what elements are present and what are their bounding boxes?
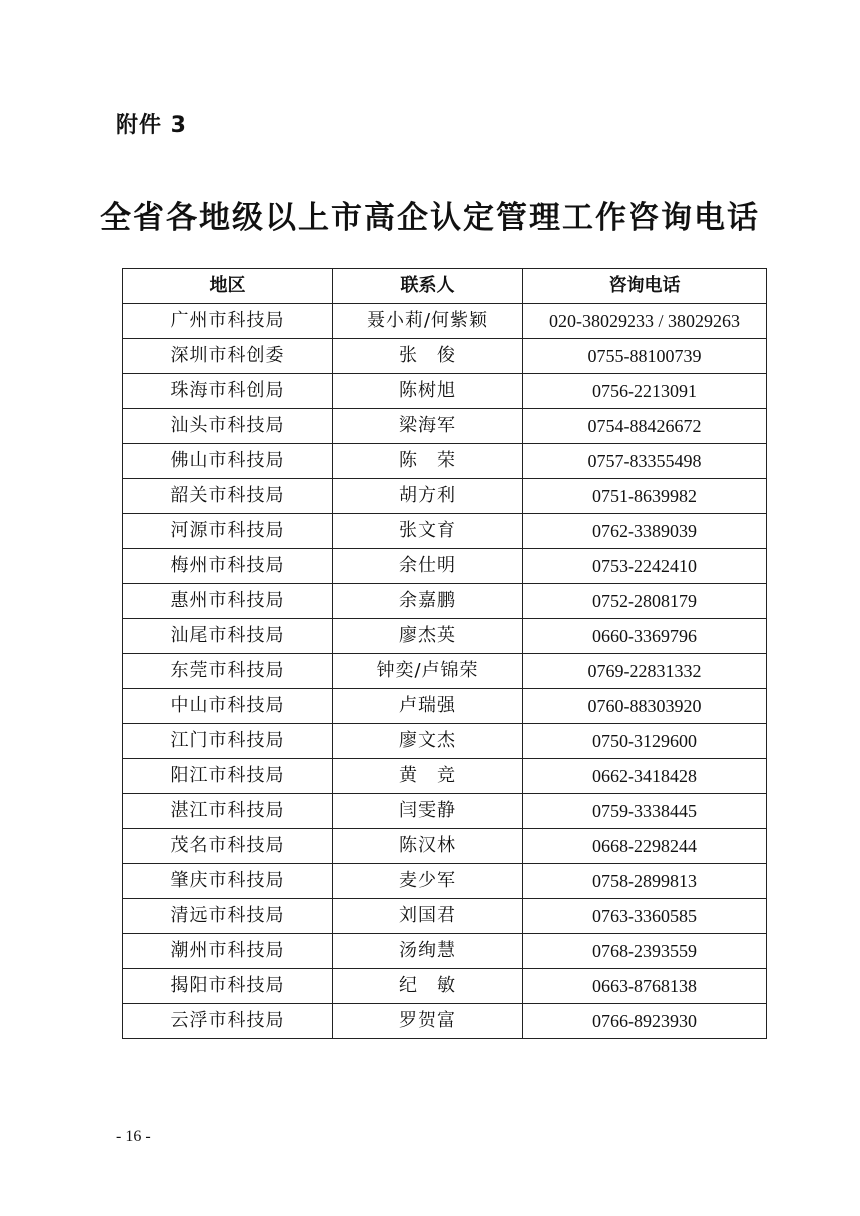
region-cell: 惠州市科技局 xyxy=(123,584,333,619)
region-cell: 珠海市科创局 xyxy=(123,374,333,409)
table-row xyxy=(123,899,767,934)
region-cell: 深圳市科创委 xyxy=(123,339,333,374)
table-row xyxy=(123,794,767,829)
table-row xyxy=(123,584,767,619)
phone-cell: 0756-2213091 xyxy=(523,374,767,409)
phone-cell: 0750-3129600 xyxy=(523,724,767,759)
table-row xyxy=(123,829,767,864)
region-cell: 汕尾市科技局 xyxy=(123,619,333,654)
table-row xyxy=(123,969,767,1004)
region-cell: 汕头市科技局 xyxy=(123,409,333,444)
phone-cell: 0760-88303920 xyxy=(523,689,767,724)
region-cell: 揭阳市科技局 xyxy=(123,969,333,1004)
region-cell: 阳江市科技局 xyxy=(123,759,333,794)
table-row xyxy=(123,409,767,444)
contact-cell: 廖杰英 xyxy=(333,619,523,654)
table-row xyxy=(123,304,767,339)
phone-cell: 0751-8639982 xyxy=(523,479,767,514)
phone-cell: 0660-3369796 xyxy=(523,619,767,654)
phone-cell: 0668-2298244 xyxy=(523,829,767,864)
table-row xyxy=(123,759,767,794)
region-cell: 湛江市科技局 xyxy=(123,794,333,829)
table-row xyxy=(123,1004,767,1039)
contact-cell: 梁海军 xyxy=(333,409,523,444)
contact-cell: 余仕明 xyxy=(333,549,523,584)
contact-cell: 纪 敏 xyxy=(333,969,523,1004)
contact-cell: 陈 荣 xyxy=(333,444,523,479)
contact-cell: 张 俊 xyxy=(333,339,523,374)
phone-cell: 0762-3389039 xyxy=(523,514,767,549)
region-cell: 佛山市科技局 xyxy=(123,444,333,479)
contact-cell: 麦少军 xyxy=(333,864,523,899)
contact-cell: 张文育 xyxy=(333,514,523,549)
region-cell: 肇庆市科技局 xyxy=(123,864,333,899)
region-cell: 韶关市科技局 xyxy=(123,479,333,514)
region-cell: 中山市科技局 xyxy=(123,689,333,724)
page-number: - 16 - xyxy=(116,1128,151,1145)
contact-cell: 刘国君 xyxy=(333,899,523,934)
contact-cell: 闫雯静 xyxy=(333,794,523,829)
region-cell: 清远市科技局 xyxy=(123,899,333,934)
region-cell: 梅州市科技局 xyxy=(123,549,333,584)
phone-cell: 0759-3338445 xyxy=(523,794,767,829)
contact-cell: 卢瑞强 xyxy=(333,689,523,724)
contact-cell: 钟奕/卢锦荣 xyxy=(333,654,523,689)
document-title: 全省各地级以上市高企认定管理工作咨询电话 xyxy=(100,200,760,236)
phone-cell: 0763-3360585 xyxy=(523,899,767,934)
phone-cell: 0752-2808179 xyxy=(523,584,767,619)
phone-cell: 0755-88100739 xyxy=(523,339,767,374)
phone-cell: 0758-2899813 xyxy=(523,864,767,899)
region-cell: 江门市科技局 xyxy=(123,724,333,759)
phone-cell: 020-38029233 / 38029263 xyxy=(523,304,767,339)
table-row xyxy=(123,654,767,689)
contact-cell: 汤绚慧 xyxy=(333,934,523,969)
phone-cell: 0768-2393559 xyxy=(523,934,767,969)
column-header-phone: 咨询电话 xyxy=(523,269,767,304)
contact-cell: 陈汉林 xyxy=(333,829,523,864)
contact-cell: 罗贺富 xyxy=(333,1004,523,1039)
contact-cell: 胡方利 xyxy=(333,479,523,514)
table-row xyxy=(123,619,767,654)
region-cell: 云浮市科技局 xyxy=(123,1004,333,1039)
table-row xyxy=(123,689,767,724)
table-header xyxy=(123,269,767,304)
phone-cell: 0766-8923930 xyxy=(523,1004,767,1039)
table-row xyxy=(123,339,767,374)
column-header-contact: 联系人 xyxy=(333,269,523,304)
contact-cell: 黄 竞 xyxy=(333,759,523,794)
attachment-label: 附件 3 xyxy=(116,113,187,138)
region-cell: 茂名市科技局 xyxy=(123,829,333,864)
header-row xyxy=(123,269,767,304)
region-cell: 潮州市科技局 xyxy=(123,934,333,969)
table-row xyxy=(123,549,767,584)
table-row xyxy=(123,444,767,479)
column-header-region: 地区 xyxy=(123,269,333,304)
table-row xyxy=(123,724,767,759)
contact-cell: 聂小莉/何紫颖 xyxy=(333,304,523,339)
table-row xyxy=(123,514,767,549)
phone-cell: 0662-3418428 xyxy=(523,759,767,794)
phone-cell: 0769-22831332 xyxy=(523,654,767,689)
phone-cell: 0663-8768138 xyxy=(523,969,767,1004)
region-cell: 河源市科技局 xyxy=(123,514,333,549)
table-row xyxy=(123,864,767,899)
contact-cell: 余嘉鹏 xyxy=(333,584,523,619)
table-row xyxy=(123,374,767,409)
phone-cell: 0757-83355498 xyxy=(523,444,767,479)
contact-table xyxy=(122,268,767,1039)
contact-cell: 陈树旭 xyxy=(333,374,523,409)
table-body xyxy=(123,304,767,1039)
table-row xyxy=(123,479,767,514)
table-row xyxy=(123,934,767,969)
phone-cell: 0753-2242410 xyxy=(523,549,767,584)
region-cell: 广州市科技局 xyxy=(123,304,333,339)
region-cell: 东莞市科技局 xyxy=(123,654,333,689)
contact-cell: 廖文杰 xyxy=(333,724,523,759)
phone-cell: 0754-88426672 xyxy=(523,409,767,444)
